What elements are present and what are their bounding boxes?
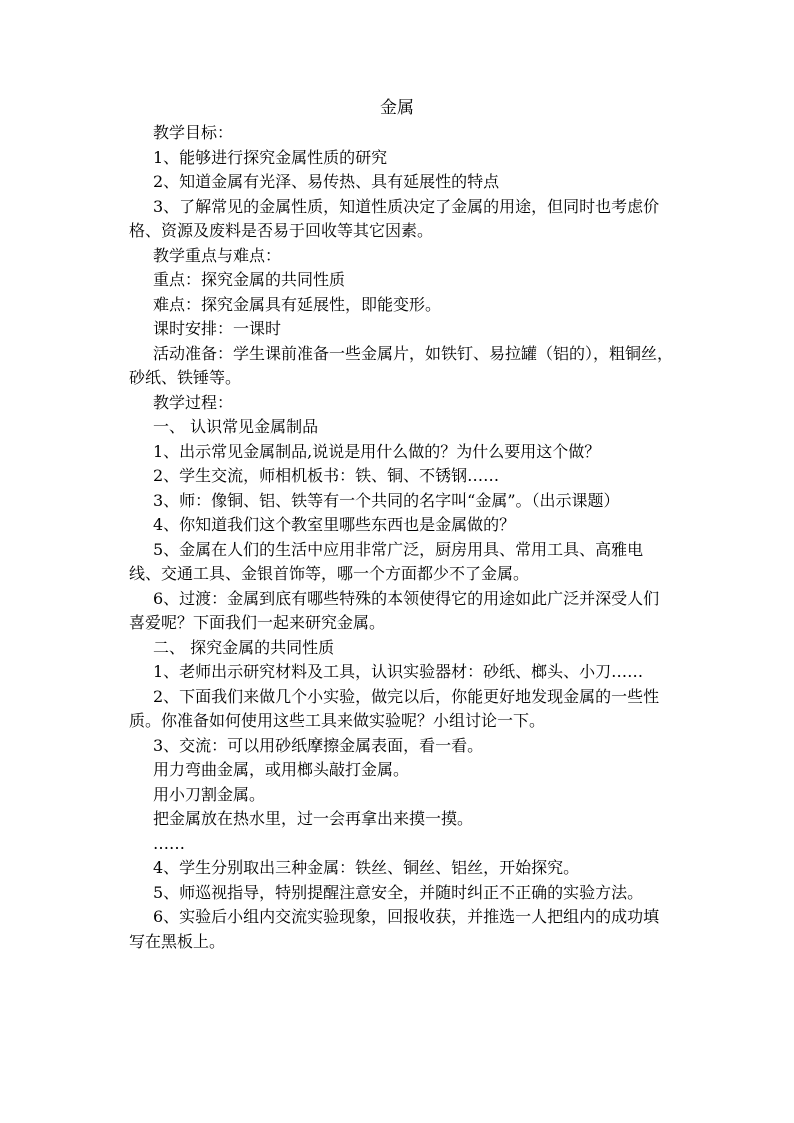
paragraph: 4、学生分别取出三种金属：铁丝、铜丝、铝丝，开始探究。	[153, 858, 580, 877]
paragraph: 1、出示常见金属制品,说说是用什么做的？为什么要用这个做？	[153, 441, 601, 461]
paragraph: ……	[153, 833, 185, 853]
paragraph: 6、过渡：金属到底有哪些特殊的本领使得它的用途如此广泛并深受人们喜爱呢？下面我们一起来研究金属。	[129, 588, 660, 632]
paragraph: 4、你知道我们这个教室里哪些东西也是金属做的？	[153, 515, 516, 534]
paragraph: 1、老师出示研究材料及工具，认识实验器材：砂纸、榔头、小刀……	[153, 662, 644, 681]
paragraph: 活动准备：学生课前准备一些金属片，如铁钉、易拉罐（铝的），粗铜丝，砂纸、铁锤等。	[129, 343, 674, 387]
paragraph: 3、了解常见的金属性质，知道性质决定了金属的用途，但同时也考虑价格、资源及废料是否易于回收等其它因素。	[129, 196, 660, 240]
paragraph: 教学目标：	[153, 123, 234, 142]
paragraph: 3、交流：可以用砂纸摩擦金属表面，看一看。	[153, 735, 484, 755]
paragraph: 用小刀割金属。	[153, 784, 266, 804]
paragraph: 把金属放在热水里，过一会再拿出来摸一摸。	[153, 809, 474, 828]
paragraph: 重点：探究金属的共同性质	[153, 270, 346, 289]
paragraph: 5、金属在人们的生活中应用非常广泛，厨房用具、常用工具、高雅电线、交通工具、金银首饰等，哪一个方面都少不了金属。	[129, 539, 644, 583]
section-heading: 二、 探究金属的共同性质	[153, 637, 335, 657]
paragraph: 3、师：像铜、铝、铁等有一个共同的名字叫“金属”。（出示课题）	[153, 490, 620, 510]
document-body	[129, 121, 674, 954]
paragraph: 1、能够进行探究金属性质的研究	[153, 147, 388, 167]
section-heading: 一、 认识常见金属制品	[153, 417, 319, 436]
paragraph: 教学重点与难点：	[153, 245, 282, 265]
paragraph: 6、实验后小组内交流实验现象，回报收获，并推选一人把组内的成功填写在黑板上。	[129, 907, 660, 951]
document-title: 金属	[380, 98, 414, 118]
paragraph: 2、学生交流，师相机板书：铁、铜、不锈钢……	[153, 466, 500, 485]
paragraph: 课时安排：一课时	[153, 319, 282, 338]
paragraph: 2、知道金属有光泽、易传热、具有延展性的特点	[153, 172, 500, 191]
paragraph: 用力弯曲金属，或用榔头敲打金属。	[153, 760, 410, 779]
paragraph: 难点：探究金属具有延展性，即能变形。	[153, 294, 442, 314]
paragraph: 教学过程：	[153, 392, 234, 412]
paragraph: 5、师巡视指导，特别提醒注意安全，并随时纠正不正确的实验方法。	[153, 882, 644, 902]
paragraph: 2、下面我们来做几个小实验，做完以后，你能更好地发现金属的一些性质。你准备如何使用这些工具来做实验呢？小组讨论一下。	[129, 686, 660, 730]
